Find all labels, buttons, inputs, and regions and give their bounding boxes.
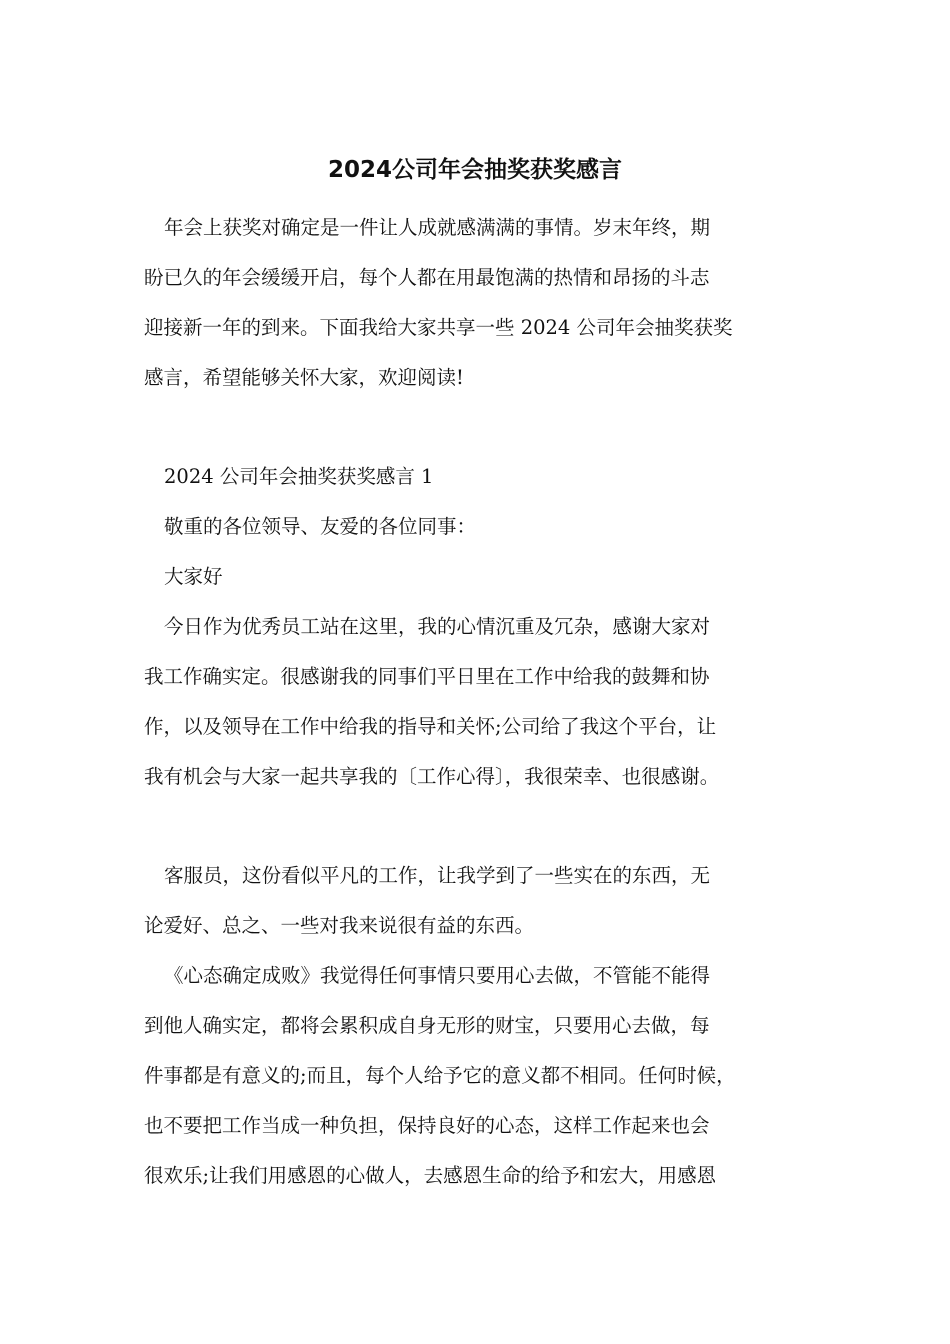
text-line: 很欢乐;让我们用感恩的心做人，去感恩生命的给予和宏大，用感恩 — [144, 1164, 717, 1187]
salutation-line: 大家好 — [164, 565, 223, 588]
body-paragraph-2 — [144, 851, 824, 951]
text-line: 年会上获奖对确定是一件让人成就感满满的事情。岁末年终，期 — [164, 216, 711, 239]
intro-paragraph — [144, 203, 824, 403]
paragraph-spacer — [144, 802, 824, 851]
text-line: 也不要把工作当成一种负担，保持良好的心态，这样工作起来也会 — [144, 1114, 710, 1137]
text-line: 客服员，这份看似平凡的工作，让我学到了一些实在的东西，无 — [164, 864, 711, 887]
text-line: 感言，希望能够关怀大家，欢迎阅读! — [144, 366, 464, 389]
text-line: 作，以及领导在工作中给我的指导和关怀;公司给了我这个平台，让 — [144, 715, 717, 738]
text-line: 到他人确实定，都将会累积成自身无形的财宝，只要用心去做，每 — [144, 1014, 710, 1037]
text-line: 我工作确实定。很感谢我的同事们平日里在工作中给我的鼓舞和协 — [144, 665, 710, 688]
text-line: 论爱好、总之、一些对我来说很有益的东西。 — [144, 914, 535, 937]
greeting-line: 敬重的各位领导、友爱的各位同事： — [164, 515, 477, 538]
text-line: 我有机会与大家一起共享我的〔工作心得〕，我很荣幸、也很感谢。 — [144, 765, 720, 788]
section-heading: 2024 公司年会抽奖获奖感言 1 — [164, 465, 434, 488]
body-paragraph-3 — [144, 951, 824, 1201]
text-line: 今日作为优秀员工站在这里，我的心情沉重及冗杂，感谢大家对 — [164, 615, 711, 638]
text-line: 盼已久的年会缓缓开启，每个人都在用最饱满的热情和昂扬的斗志 — [144, 266, 710, 289]
document-body — [144, 203, 824, 1201]
text-line: 迎接新一年的到来。下面我给大家共享一些 2024 公司年会抽奖获奖 — [144, 316, 733, 339]
paragraph-spacer — [144, 403, 824, 452]
body-paragraph-1 — [144, 602, 824, 802]
text-line: 件事都是有意义的;而且，每个人给予它的意义都不相同。任何时候， — [144, 1064, 736, 1087]
text-line: 《心态确定成败》我觉得任何事情只要用心去做，不管能不能得 — [164, 964, 711, 987]
document-title: 2024公司年会抽奖获奖感言 — [327, 157, 622, 183]
